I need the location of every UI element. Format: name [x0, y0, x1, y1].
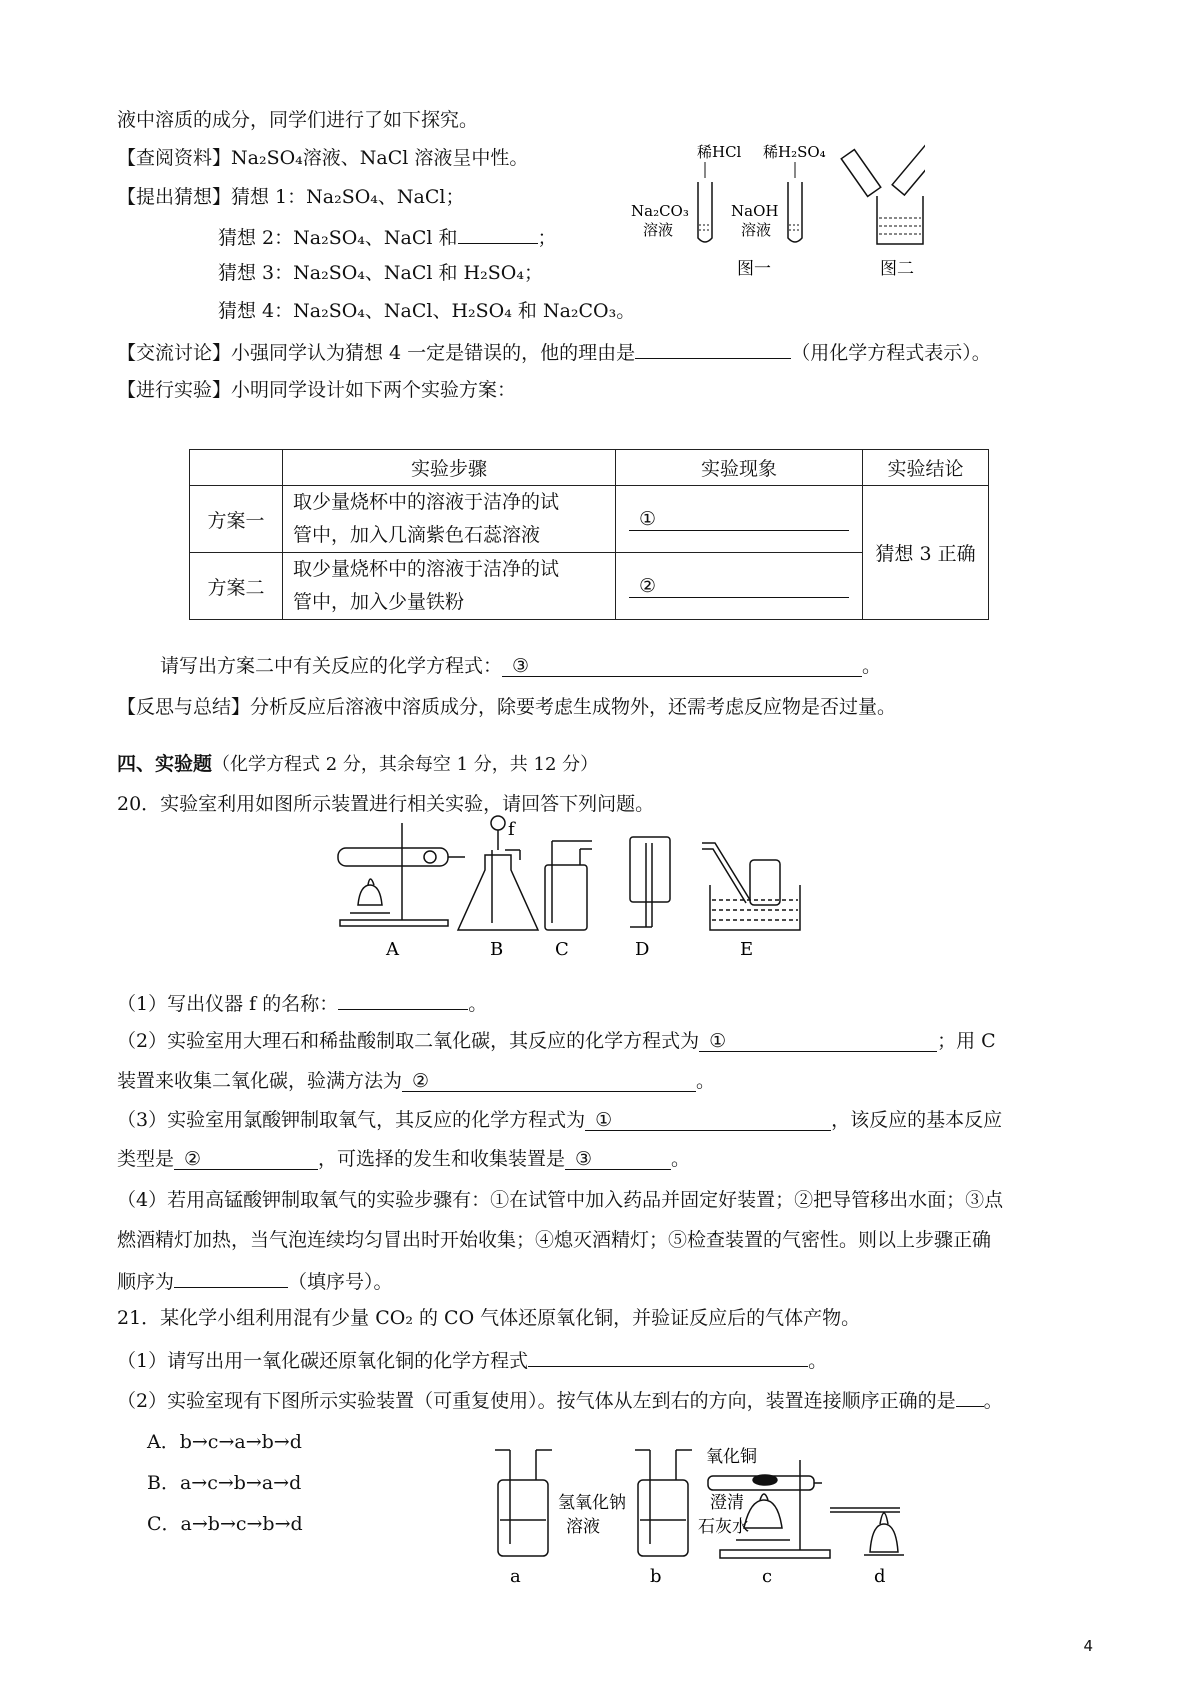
label-e: E: [740, 939, 754, 960]
guess-line-4: 猜想 4：Na₂SO₄、NaCl、H₂SO₄ 和 Na₂CO₃。: [218, 300, 636, 322]
apparatus-e: [702, 843, 800, 930]
option-b[interactable]: B．a→c→b→a→d: [147, 1472, 302, 1494]
table-header-conclusion: 实验结论: [863, 450, 989, 486]
label-naoh-solution-2: 溶液: [566, 1517, 600, 1537]
label-d: D: [635, 939, 650, 960]
q20-part-3-line-2: [117, 1147, 690, 1171]
q20-part-2-line-2: [117, 1069, 715, 1093]
apparatus-d: [630, 837, 670, 927]
q20-apparatus-figure: [330, 815, 850, 965]
caption-figure-2: 图二: [880, 259, 914, 279]
experiment-tag: 【进行实验】: [117, 379, 232, 401]
q20-part-3-line-1: [117, 1108, 1002, 1132]
guess-2-end: ；: [537, 227, 557, 249]
bottle-a: [495, 1450, 552, 1556]
option-c[interactable]: C．a→b→c→b→d: [147, 1513, 303, 1535]
label-a: a: [510, 1566, 521, 1587]
q21-part-1-text: （1）请写出用一氧化碳还原氧化铜的化学方程式: [117, 1350, 529, 1372]
equation-blank[interactable]: ③: [502, 654, 862, 677]
q21-part-2-blank[interactable]: [956, 1386, 984, 1407]
label-naoh-solution-1: 氢氧化钠: [558, 1493, 626, 1513]
label-solution-2: 溶液: [741, 221, 772, 239]
q21-stem: 21．某化学小组利用混有少量 CO₂ 的 CO 气体还原氧化铜，并验证反应后的气体产物。: [117, 1307, 861, 1329]
scheme-2-blank[interactable]: ②: [629, 575, 849, 598]
q20-part-2-line-1: [117, 1029, 996, 1053]
section-4-note: （化学方程式 2 分，其余每空 1 分，共 12 分）: [212, 754, 599, 775]
burner-d: [830, 1508, 904, 1555]
reference-text: Na₂SO₄溶液、NaCl 溶液呈中性。: [231, 147, 529, 169]
section-4-heading: [117, 752, 598, 777]
q21-part-1: [117, 1346, 827, 1373]
label-c: c: [762, 1566, 773, 1587]
test-tube-1: [698, 182, 712, 242]
q20-part-2-blank-1[interactable]: ①: [699, 1029, 937, 1052]
discussion-blank[interactable]: [635, 338, 791, 359]
table-row: [190, 486, 989, 553]
q20-part-3-mid: ，该反应的基本反应: [831, 1109, 1003, 1131]
bottle-b: [635, 1450, 692, 1556]
guess-1: 猜想 1：Na₂SO₄、NaCl；: [231, 186, 465, 208]
q20-part-1-end: 。: [468, 993, 488, 1015]
q21-apparatus-figure: [480, 1440, 1000, 1590]
scheme-2-name: 方案二: [190, 553, 283, 620]
reflection-tag: 【反思与总结】: [117, 696, 251, 718]
q20-part-4-blank[interactable]: [174, 1267, 288, 1288]
label-copper-oxide: 氧化铜: [706, 1447, 757, 1467]
q20-part-3-blank-3[interactable]: ③: [565, 1147, 671, 1170]
conclusion-cell: 猜想 3 正确: [863, 486, 989, 620]
q21-part-2-end: 。: [983, 1390, 1003, 1412]
scheme-2-step-line-1: 取少量烧杯中的溶液于洁净的试: [293, 558, 560, 580]
scheme-1-step-line-1: 取少量烧杯中的溶液于洁净的试: [293, 491, 560, 513]
experiment-line: [117, 378, 516, 402]
label-a: A: [386, 939, 399, 960]
guess-tag: 【提出猜想】: [117, 186, 232, 208]
q20-part-3-text-2: 类型是: [117, 1148, 175, 1170]
discussion-text: 小强同学认为猜想 4 一定是错误的，他的理由是: [231, 342, 636, 364]
scheme-1-steps: [283, 486, 616, 553]
label-c: C: [555, 939, 569, 960]
q21-part-2: [117, 1386, 1003, 1413]
guess-line-2: [218, 223, 557, 250]
reflection-line: [117, 695, 896, 719]
equation-end: 。: [862, 655, 882, 677]
guess-line-1: [117, 185, 465, 209]
label-dilute-hcl: 稀HCl: [697, 143, 742, 161]
table-header-steps: 实验步骤: [283, 450, 616, 486]
reference-tag: 【查阅资料】: [117, 147, 232, 169]
discussion-end: （用化学方程式表示）。: [791, 342, 991, 364]
label-na2co3: Na₂CO₃: [631, 202, 689, 220]
q20-part-4-end: （填序号）。: [288, 1271, 393, 1293]
label-b: B: [490, 939, 504, 960]
scheme-2-steps: [283, 553, 616, 620]
label-limewater-2: 石灰水: [698, 1517, 749, 1537]
q20-part-2-end: 。: [696, 1070, 716, 1092]
experiment-table: [189, 449, 989, 620]
guess-line-3: 猜想 3：Na₂SO₄、NaCl 和 H₂SO₄；: [218, 262, 543, 284]
test-tube-2: [788, 182, 802, 242]
q20-part-1-text: （1）写出仪器 f 的名称：: [117, 993, 339, 1015]
q20-part-4-line-3: [117, 1267, 393, 1294]
figure-one-two: [625, 138, 925, 288]
option-a[interactable]: A．b→c→a→b→d: [147, 1431, 302, 1453]
apparatus-a: [338, 823, 465, 926]
q20-part-3-mid-2: ，可选择的发生和收集装置是: [318, 1148, 566, 1170]
q20-part-3-text: （3）实验室用氯酸钾制取氧气，其反应的化学方程式为: [117, 1109, 586, 1131]
q20-part-2-blank-2[interactable]: ②: [402, 1069, 696, 1092]
q21-part-1-blank[interactable]: [528, 1346, 808, 1367]
label-d: d: [874, 1566, 886, 1587]
table-header-empty: [190, 450, 283, 486]
scheme-2-step-line-2: 管中，加入少量铁粉: [293, 591, 465, 613]
scheme-1-name: 方案一: [190, 486, 283, 553]
q20-part-3-blank-2[interactable]: ②: [174, 1147, 318, 1170]
q20-part-4-line-2: 燃酒精灯加热，当气泡连续均匀冒出时开始收集；④熄灭酒精灯；⑤检查装置的气密性。则以上步骤正确: [117, 1229, 992, 1251]
q20-part-3-end: 。: [671, 1148, 691, 1170]
q20-part-2-text: （2）实验室用大理石和稀盐酸制取二氧化碳，其反应的化学方程式为: [117, 1030, 700, 1052]
q21-part-1-end: 。: [808, 1350, 828, 1372]
q20-part-3-blank-1[interactable]: ①: [585, 1108, 831, 1131]
caption-figure-1: 图一: [737, 259, 771, 279]
q20-stem: 20．实验室利用如图所示装置进行相关实验，请回答下列问题。: [117, 793, 655, 815]
discussion-tag: 【交流讨论】: [117, 342, 232, 364]
discussion-line: [117, 338, 991, 365]
apparatus-c: [545, 841, 592, 930]
guess-2-blank[interactable]: [458, 223, 538, 244]
q20-part-4-text: 顺序为: [117, 1271, 175, 1293]
q20-part-2-text-2: 装置来收集二氧化碳，验满方法为: [117, 1070, 403, 1092]
equation-line: [160, 654, 881, 678]
q21-part-2-text: （2）实验室现有下图所示实验装置（可重复使用）。按气体从左到右的方向，装置连接顺序正确的是: [117, 1390, 956, 1412]
table-header-phenomena: 实验现象: [616, 450, 863, 486]
q20-part-4-line-1: （4）若用高锰酸钾制取氧气的实验步骤有：①在试管中加入药品并固定好装置；②把导管移出水面；③点: [117, 1189, 1004, 1211]
guess-2-text: 猜想 2：Na₂SO₄、NaCl 和: [218, 227, 458, 249]
label-dilute-h2so4: 稀H₂SO₄: [763, 143, 826, 161]
q20-part-2-mid: ；用 C: [937, 1030, 996, 1052]
q20-part-1: [117, 989, 487, 1016]
section-4-title: 四、实验题: [117, 753, 213, 775]
intro-line: 液中溶质的成分，同学们进行了如下探究。: [117, 109, 479, 131]
equation-text: 请写出方案二中有关反应的化学方程式：: [160, 655, 503, 677]
label-f: f: [508, 819, 515, 840]
scheme-1-blank[interactable]: ①: [629, 508, 849, 531]
scheme-1-step-line-2: 管中，加入几滴紫色石蕊溶液: [293, 524, 541, 546]
label-solution-1: 溶液: [643, 221, 674, 239]
reference-line: [117, 146, 528, 170]
beaker-with-tubes: [841, 145, 925, 244]
page-number: 4: [1083, 1637, 1093, 1655]
apparatus-b: [458, 816, 538, 930]
reflection-text: 分析反应后溶液中溶质成分，除要考虑生成物外，还需考虑反应物是否过量。: [250, 696, 897, 718]
label-b: b: [650, 1566, 662, 1587]
scheme-2-phenomenon: [616, 553, 863, 620]
experiment-text: 小明同学设计如下两个实验方案：: [231, 379, 517, 401]
q20-part-1-blank[interactable]: [338, 989, 468, 1010]
label-limewater-1: 澄清: [710, 1493, 744, 1513]
scheme-1-phenomenon: [616, 486, 863, 553]
label-naoh: NaOH: [731, 202, 779, 220]
